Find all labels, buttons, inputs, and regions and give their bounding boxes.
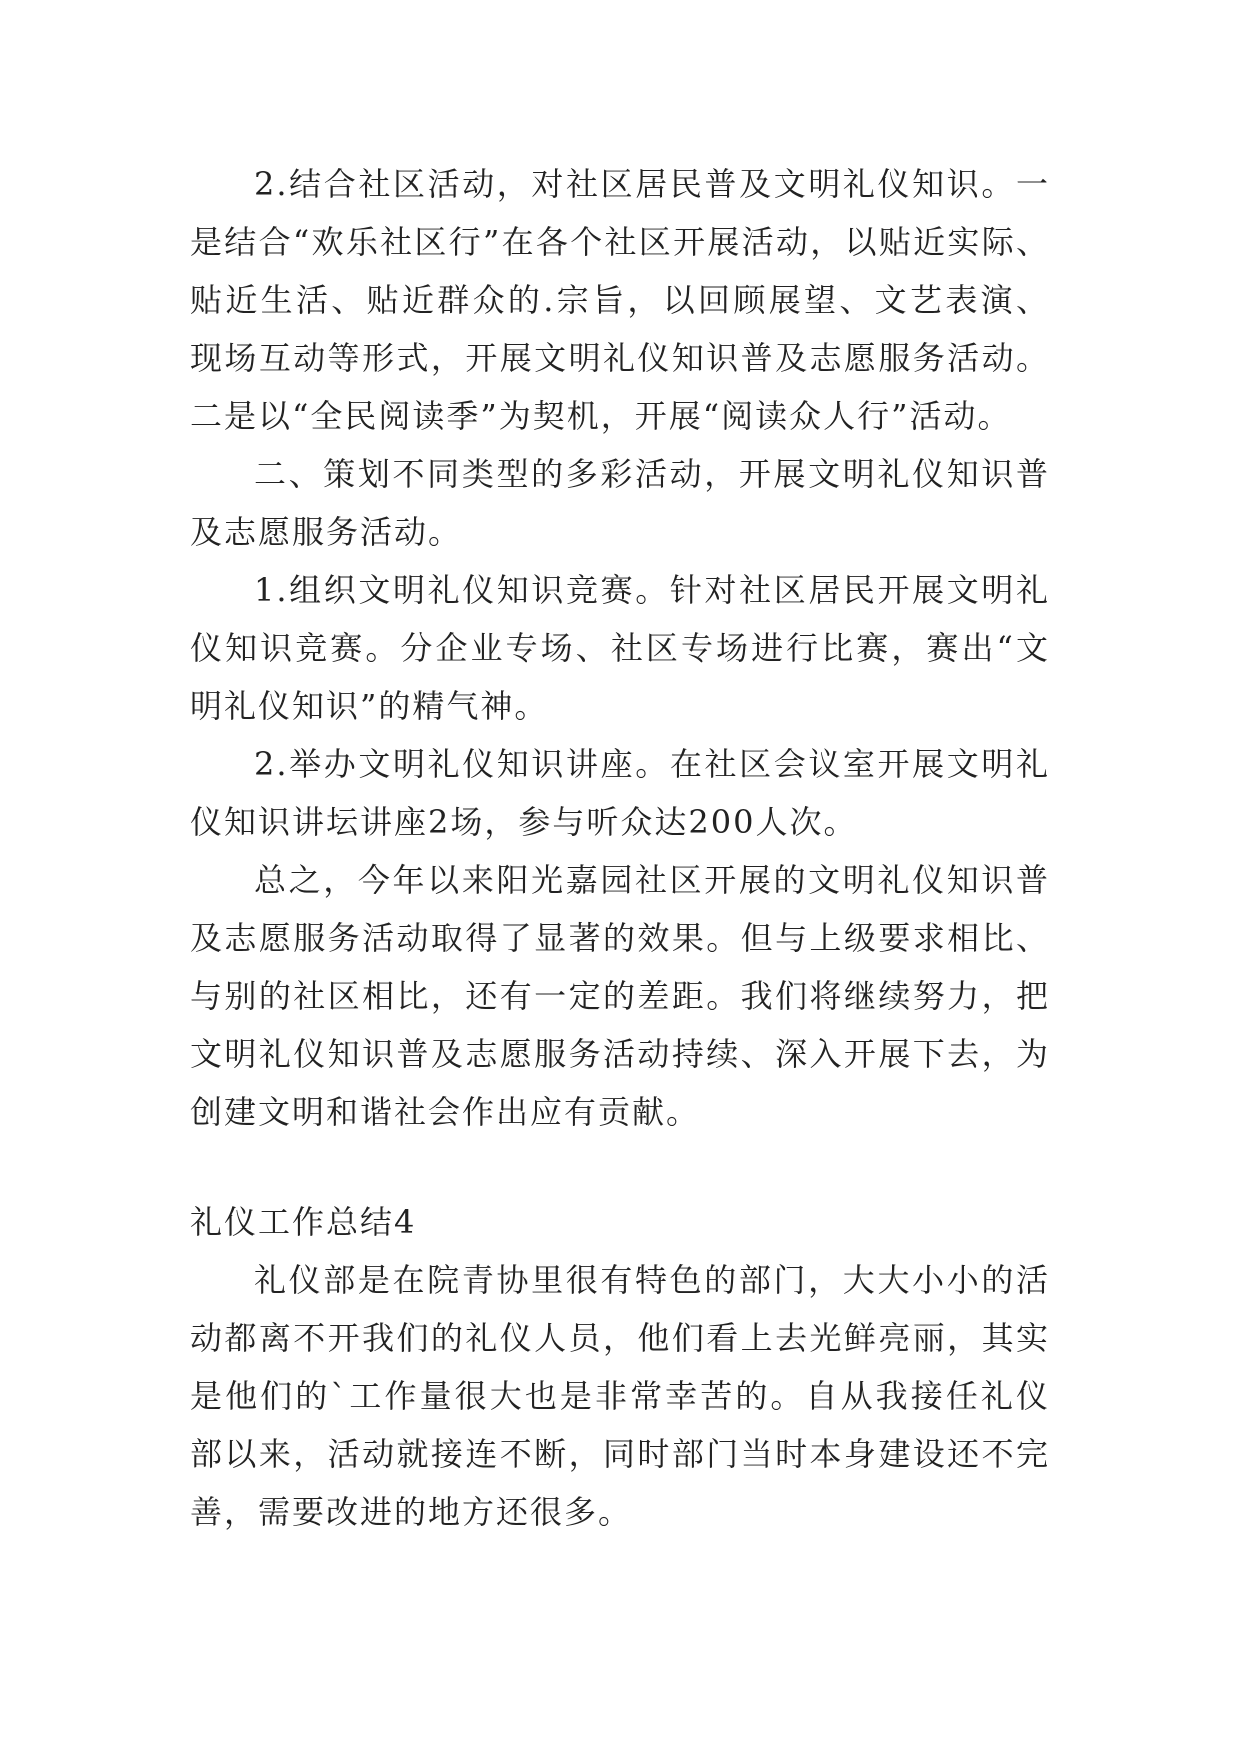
paragraph-section-two: 二、策划不同类型的多彩活动，开展文明礼仪知识普及志愿服务活动。 bbox=[190, 455, 1050, 551]
paragraph-knowledge-contest: 1.组织文明礼仪知识竞赛。针对社区居民开展文明礼仪知识竞赛。分企业专场、社区专场进行比赛，赛出“文明礼仪知识”的精气神。 bbox=[190, 571, 1050, 725]
document-body bbox=[190, 155, 1050, 1541]
paragraph-lecture: 2.举办文明礼仪知识讲座。在社区会议室开展文明礼仪知识讲坛讲座2场，参与听众达200人次。 bbox=[190, 745, 1050, 841]
paragraph-etiquette-department: 礼仪部是在院青协里很有特色的部门，大大小小的活动都离不开我们的礼仪人员，他们看上去光鲜亮丽，其实是他们的`工作量很大也是非常幸苦的。自从我接任礼仪部以来，活动就接连不断，同时部门当时本身建设还不完善，需要改进的地方还很多。 bbox=[190, 1261, 1050, 1531]
paragraph-community-activities: 2.结合社区活动，对社区居民普及文明礼仪知识。一是结合“欢乐社区行”在各个社区开展活动，以贴近实际、贴近生活、贴近群众的.宗旨，以回顾展望、文艺表演、现场互动等形式，开展文明礼仪知识普及志愿服务活动。二是以“全民阅读季”为契机，开展“阅读众人行”活动。 bbox=[190, 165, 1050, 435]
section-heading: 礼仪工作总结4 bbox=[190, 1203, 417, 1241]
paragraph-summary: 总之，今年以来阳光嘉园社区开展的文明礼仪知识普及志愿服务活动取得了显著的效果。但与上级要求相比、与别的社区相比，还有一定的差距。我们将继续努力，把文明礼仪知识普及志愿服务活动持续、深入开展下去，为创建文明和谐社会作出应有贡献。 bbox=[190, 861, 1050, 1131]
